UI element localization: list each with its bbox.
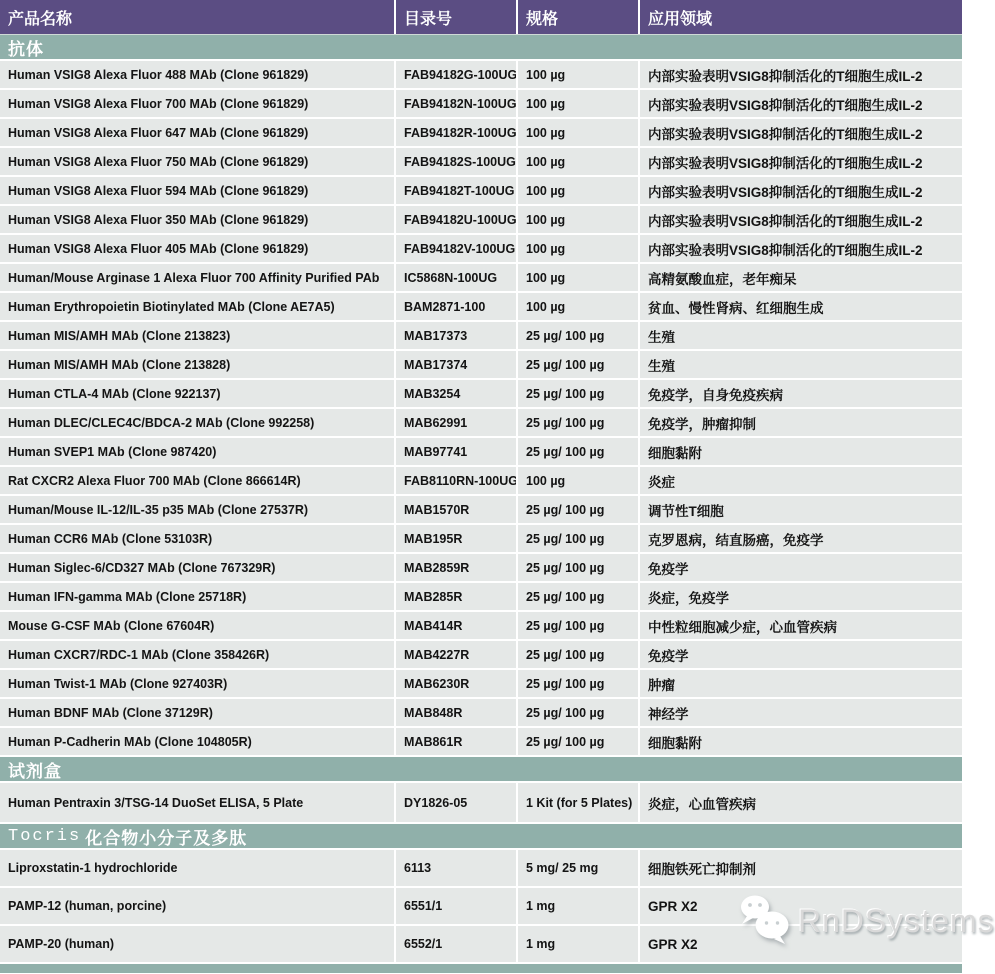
cell-size: 25 µg/ 100 µg xyxy=(516,380,638,407)
cell-size: 1 mg xyxy=(516,888,638,924)
cell-product-name: Human VSIG8 Alexa Fluor 405 MAb (Clone 961829) xyxy=(8,241,309,256)
table-row xyxy=(0,641,962,670)
cell-size: 25 µg/ 100 µg xyxy=(516,612,638,639)
table-row xyxy=(0,926,962,964)
cell-application: 炎症，心血管疾病 xyxy=(638,783,962,822)
table-row xyxy=(0,148,962,177)
bottom-band xyxy=(0,964,962,973)
column-header-application: 应用领域 xyxy=(638,0,962,34)
cell-size: 25 µg/ 100 µg xyxy=(516,351,638,378)
table-row xyxy=(0,177,962,206)
cell-catalog-number: MAB6230R xyxy=(394,670,516,697)
cell-size: 100 µg xyxy=(516,206,638,233)
table-row xyxy=(0,728,962,757)
cell-size: 25 µg/ 100 µg xyxy=(516,699,638,726)
cell-size: 100 µg xyxy=(516,293,638,320)
table-body xyxy=(0,35,962,964)
cell-application: 生殖 xyxy=(638,322,962,349)
table-row xyxy=(0,90,962,119)
cell-catalog-number: MAB4227R xyxy=(394,641,516,668)
cell-application: 内部实验表明VSIG8抑制活化的T细胞生成IL-2 xyxy=(638,148,962,175)
cell-product-name: Human CTLA-4 MAb (Clone 922137) xyxy=(8,386,221,401)
cell-catalog-number: DY1826-05 xyxy=(394,783,516,822)
cell-application: 免疫学，肿瘤抑制 xyxy=(638,409,962,436)
cell-catalog-number: MAB97741 xyxy=(394,438,516,465)
cell-catalog-number: IC5868N-100UG xyxy=(394,264,516,291)
cell-application: 细胞黏附 xyxy=(638,728,962,755)
table-row xyxy=(0,496,962,525)
cell-product-name: Rat CXCR2 Alexa Fluor 700 MAb (Clone 866614R) xyxy=(8,473,301,488)
cell-size: 100 µg xyxy=(516,264,638,291)
cell-application: 贫血、慢性肾病、红细胞生成 xyxy=(638,293,962,320)
cell-application: 细胞铁死亡抑制剂 xyxy=(638,850,962,886)
cell-size: 100 µg xyxy=(516,61,638,88)
table-row xyxy=(0,850,962,888)
cell-catalog-number: MAB2859R xyxy=(394,554,516,581)
cell-application: 内部实验表明VSIG8抑制活化的T细胞生成IL-2 xyxy=(638,206,962,233)
cell-size: 25 µg/ 100 µg xyxy=(516,322,638,349)
table-row xyxy=(0,888,962,926)
cell-product-name: Liproxstatin-1 hydrochloride xyxy=(8,861,178,875)
table-row xyxy=(0,206,962,235)
cell-product-name: Human DLEC/CLEC4C/BDCA-2 MAb (Clone 992258) xyxy=(8,415,315,430)
table-row xyxy=(0,525,962,554)
cell-size: 25 µg/ 100 µg xyxy=(516,496,638,523)
cell-application: GPR X2 xyxy=(638,926,962,962)
cell-application: 神经学 xyxy=(638,699,962,726)
cell-size: 25 µg/ 100 µg xyxy=(516,583,638,610)
section-title: 化合物小分子及多肽 xyxy=(85,828,248,848)
cell-product-name: Human Twist-1 MAb (Clone 927403R) xyxy=(8,676,228,691)
column-header-catalog-number: 目录号 xyxy=(394,0,516,34)
cell-catalog-number: FAB94182U-100UG xyxy=(394,206,516,233)
cell-size: 25 µg/ 100 µg xyxy=(516,409,638,436)
table-row xyxy=(0,699,962,728)
cell-size: 25 µg/ 100 µg xyxy=(516,641,638,668)
table-row xyxy=(0,409,962,438)
cell-size: 25 µg/ 100 µg xyxy=(516,670,638,697)
cell-size: 1 Kit (for 5 Plates) xyxy=(516,783,638,822)
cell-product-name: Human VSIG8 Alexa Fluor 350 MAb (Clone 961829) xyxy=(8,212,309,227)
cell-size: 100 µg xyxy=(516,119,638,146)
cell-product-name: Human CXCR7/RDC-1 MAb (Clone 358426R) xyxy=(8,647,270,662)
cell-application: 内部实验表明VSIG8抑制活化的T细胞生成IL-2 xyxy=(638,177,962,204)
table-row xyxy=(0,293,962,322)
cell-catalog-number: MAB195R xyxy=(394,525,516,552)
cell-product-name: Human VSIG8 Alexa Fluor 647 MAb (Clone 961829) xyxy=(8,125,309,140)
cell-product-name: Human/Mouse Arginase 1 Alexa Fluor 700 Affinity Purified PAb xyxy=(8,270,380,285)
section-header: 试剂盒 xyxy=(0,757,962,783)
cell-application: 内部实验表明VSIG8抑制活化的T细胞生成IL-2 xyxy=(638,61,962,88)
cell-product-name: Human SVEP1 MAb (Clone 987420) xyxy=(8,444,217,459)
cell-catalog-number: MAB414R xyxy=(394,612,516,639)
cell-product-name: Human/Mouse IL-12/IL-35 p35 MAb (Clone 27537R) xyxy=(8,502,309,517)
cell-size: 25 µg/ 100 µg xyxy=(516,554,638,581)
cell-catalog-number: FAB94182N-100UG xyxy=(394,90,516,117)
column-header-size: 规格 xyxy=(516,0,638,34)
cell-product-name: Human Pentraxin 3/TSG-14 DuoSet ELISA, 5 Plate xyxy=(8,795,304,810)
cell-catalog-number: 6551/1 xyxy=(394,888,516,924)
cell-catalog-number: FAB94182G-100UG xyxy=(394,61,516,88)
cell-product-name: Human BDNF MAb (Clone 37129R) xyxy=(8,705,213,720)
column-header-product-name: 产品名称 xyxy=(8,10,73,28)
cell-product-name: Human VSIG8 Alexa Fluor 488 MAb (Clone 961829) xyxy=(8,67,309,82)
cell-catalog-number: MAB848R xyxy=(394,699,516,726)
cell-size: 100 µg xyxy=(516,90,638,117)
cell-catalog-number: 6113 xyxy=(394,850,516,886)
cell-size: 25 µg/ 100 µg xyxy=(516,728,638,755)
cell-product-name: PAMP-12 (human, porcine) xyxy=(8,899,167,913)
cell-size: 100 µg xyxy=(516,467,638,494)
cell-product-name: Human VSIG8 Alexa Fluor 750 MAb (Clone 961829) xyxy=(8,154,309,169)
table-row xyxy=(0,351,962,380)
table-row xyxy=(0,322,962,351)
table-row xyxy=(0,264,962,293)
watermark-text: RnDSystems xyxy=(798,903,995,939)
cell-catalog-number: MAB1570R xyxy=(394,496,516,523)
cell-application: 克罗恩病，结直肠癌，免疫学 xyxy=(638,525,962,552)
cell-size: 1 mg xyxy=(516,926,638,962)
cell-application: GPR X2 xyxy=(638,888,962,924)
cell-application: 生殖 xyxy=(638,351,962,378)
cell-product-name: PAMP-20 (human) xyxy=(8,937,115,951)
table-header-row xyxy=(0,0,962,35)
cell-application: 细胞黏附 xyxy=(638,438,962,465)
cell-catalog-number: MAB17373 xyxy=(394,322,516,349)
cell-product-name: Human Siglec-6/CD327 MAb (Clone 767329R) xyxy=(8,560,276,575)
cell-application: 调节性T细胞 xyxy=(638,496,962,523)
cell-catalog-number: FAB94182T-100UG xyxy=(394,177,516,204)
cell-product-name: Human IFN-gamma MAb (Clone 25718R) xyxy=(8,589,247,604)
cell-application: 中性粒细胞减少症，心血管疾病 xyxy=(638,612,962,639)
cell-product-name: Human CCR6 MAb (Clone 53103R) xyxy=(8,531,213,546)
cell-product-name: Human P-Cadherin MAb (Clone 104805R) xyxy=(8,734,252,749)
cell-catalog-number: MAB17374 xyxy=(394,351,516,378)
cell-application: 免疫学 xyxy=(638,554,962,581)
table-row xyxy=(0,119,962,148)
section-header: 抗体 xyxy=(0,35,962,61)
section-title-latin: Tocris xyxy=(8,826,82,846)
cell-application: 炎症 xyxy=(638,467,962,494)
cell-catalog-number: MAB861R xyxy=(394,728,516,755)
cell-catalog-number: MAB3254 xyxy=(394,380,516,407)
cell-application: 免疫学，自身免疫疾病 xyxy=(638,380,962,407)
table-row xyxy=(0,670,962,699)
table-row xyxy=(0,554,962,583)
table-row xyxy=(0,438,962,467)
cell-catalog-number: 6552/1 xyxy=(394,926,516,962)
table-row xyxy=(0,783,962,824)
cell-application: 内部实验表明VSIG8抑制活化的T细胞生成IL-2 xyxy=(638,119,962,146)
cell-application: 内部实验表明VSIG8抑制活化的T细胞生成IL-2 xyxy=(638,90,962,117)
cell-catalog-number: FAB94182R-100UG xyxy=(394,119,516,146)
cell-product-name: Mouse G-CSF MAb (Clone 67604R) xyxy=(8,618,215,633)
cell-application: 肿瘤 xyxy=(638,670,962,697)
table-row xyxy=(0,380,962,409)
cell-catalog-number: FAB94182V-100UG xyxy=(394,235,516,262)
cell-product-name: Human MIS/AMH MAb (Clone 213828) xyxy=(8,357,231,372)
table-row xyxy=(0,467,962,496)
cell-size: 25 µg/ 100 µg xyxy=(516,438,638,465)
cell-size: 100 µg xyxy=(516,177,638,204)
cell-application: 高精氨酸血症，老年痴呆 xyxy=(638,264,962,291)
cell-size: 25 µg/ 100 µg xyxy=(516,525,638,552)
table-row xyxy=(0,235,962,264)
cell-catalog-number: MAB285R xyxy=(394,583,516,610)
cell-size: 5 mg/ 25 mg xyxy=(516,850,638,886)
cell-catalog-number: FAB8110RN-100UG xyxy=(394,467,516,494)
cell-product-name: Human Erythropoietin Biotinylated MAb (Clone AE7A5) xyxy=(8,299,335,314)
cell-application: 炎症，免疫学 xyxy=(638,583,962,610)
cell-catalog-number: MAB62991 xyxy=(394,409,516,436)
cell-product-name: Human VSIG8 Alexa Fluor 594 MAb (Clone 961829) xyxy=(8,183,309,198)
section-header xyxy=(0,824,962,850)
cell-application: 内部实验表明VSIG8抑制活化的T细胞生成IL-2 xyxy=(638,235,962,262)
table-row xyxy=(0,612,962,641)
cell-size: 100 µg xyxy=(516,148,638,175)
table-row xyxy=(0,583,962,612)
cell-product-name: Human VSIG8 Alexa Fluor 700 MAb (Clone 961829) xyxy=(8,96,309,111)
cell-size: 100 µg xyxy=(516,235,638,262)
cell-application: 免疫学 xyxy=(638,641,962,668)
cell-catalog-number: FAB94182S-100UG xyxy=(394,148,516,175)
cell-product-name: Human MIS/AMH MAb (Clone 213823) xyxy=(8,328,231,343)
cell-catalog-number: BAM2871-100 xyxy=(394,293,516,320)
table-row xyxy=(0,61,962,90)
